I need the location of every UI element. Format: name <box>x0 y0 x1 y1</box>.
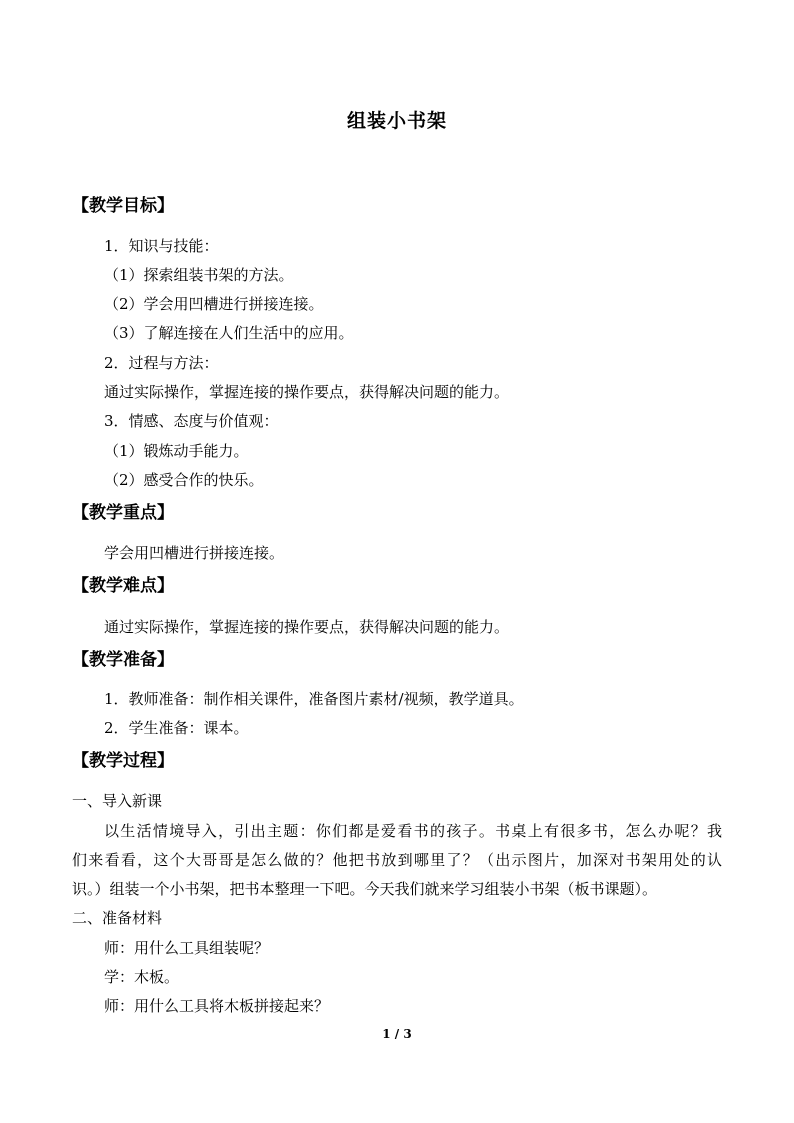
paragraph-line: 识。）组装一个小书架，把书本整理一下吧。今天我们就来学习组装小书架（板书课题）。 <box>72 880 658 898</box>
text-line: 2．学生准备：课本。 <box>104 719 249 737</box>
paragraph-line: 们来看看，这个大哥哥是怎么做的？他把书放到哪里了？（出示图片，加深对书架用处的认 <box>72 851 722 869</box>
section-heading-process: 【教学过程】 <box>72 751 174 771</box>
text-line: 1．知识与技能： <box>104 237 219 255</box>
dialogue-line: 学：木板。 <box>104 968 180 986</box>
text-line: 2．过程与方法： <box>104 354 219 372</box>
subheading: 一、导入新课 <box>72 792 163 810</box>
section-heading-difficulties: 【教学难点】 <box>72 576 174 596</box>
text-line: 通过实际操作，掌握连接的操作要点，获得解决问题的能力。 <box>104 383 510 401</box>
document-title: 组装小书架 <box>346 110 447 132</box>
text-line: （3）了解连接在人们生活中的应用。 <box>104 324 354 342</box>
text-line: （2）学会用凹槽进行拼接连接。 <box>104 295 324 313</box>
text-line: 1．教师准备：制作相关课件，准备图片素材/视频，教学道具。 <box>104 690 524 708</box>
subheading: 二、准备材料 <box>72 909 163 927</box>
section-heading-key-points: 【教学重点】 <box>72 503 174 523</box>
text-line: 3．情感、态度与价值观： <box>104 412 279 430</box>
text-line: 学会用凹槽进行拼接连接。 <box>104 544 285 562</box>
text-line: （2）感受合作的快乐。 <box>104 471 264 489</box>
section-heading-preparation: 【教学准备】 <box>72 650 174 670</box>
dialogue-line: 师：用什么工具将木板拼接起来？ <box>104 997 330 1015</box>
text-line: （1）锻炼动手能力。 <box>104 442 249 460</box>
page-number: 1 / 3 <box>382 1027 412 1041</box>
text-line: （1）探索组装书架的方法。 <box>104 266 294 284</box>
section-heading-goals: 【教学目标】 <box>72 196 174 216</box>
paragraph-line: 以生活情境导入，引出主题：你们都是爱看书的孩子。书桌上有很多书，怎么办呢？我 <box>104 822 722 840</box>
text-line: 通过实际操作，掌握连接的操作要点，获得解决问题的能力。 <box>104 618 510 636</box>
dialogue-line: 师：用什么工具组装呢？ <box>104 939 270 957</box>
